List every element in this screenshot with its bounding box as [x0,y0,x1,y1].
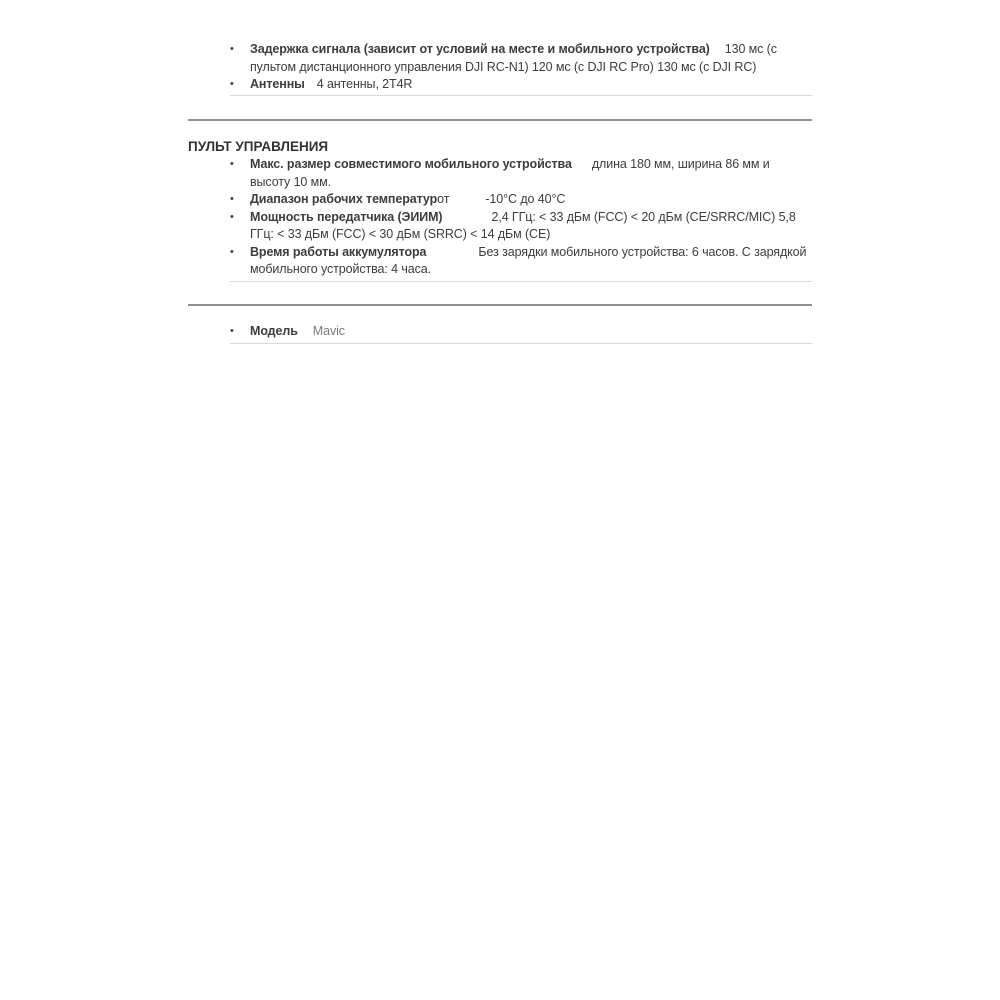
spec-row-content [250,156,812,191]
bullet-icon: • [230,325,234,337]
spec-row-model [230,323,812,341]
spec-value: Mavic [312,324,345,338]
spec-row-content [250,41,812,76]
spec-row-content [250,209,812,244]
divider-light [230,343,812,344]
model-spec-list [230,323,812,341]
spec-row-battery-life [230,244,812,279]
spec-label: Модель [250,324,298,338]
spec-label-suffix: от [437,192,450,206]
tab-spacer [572,167,592,168]
bullet-icon: • [230,158,234,170]
section-heading-remote-control: ПУЛЬТ УПРАВЛЕНИЯ [188,139,329,154]
top-spec-list [230,41,812,94]
spec-value: 130 мс (с пультом дистанционного управления DJI RC-N1) 120 мс (с DJI RC Pro) 130 мс (с DJI RC) [250,42,777,74]
spec-label: Время работы аккумулятора [250,244,427,259]
spec-row-content [250,76,812,94]
spec-value: 4 антенны, 2T4R [316,77,413,91]
tab-spacer [426,255,478,256]
spec-row-signal-delay [230,41,812,76]
spec-label: Макс. размер совместимого мобильного устройства [250,157,572,171]
divider-dark [188,304,812,306]
spec-row-antennas [230,76,812,94]
divider-light [230,281,812,282]
spec-value: 2,4 ГГц: < 33 дБм (FCC) < 20 дБм (CE/SRRC/MIC) 5,8 ГГц: < 33 дБм (FCC) < 30 дБм (SRRC) < 14 дБм (CE) [250,209,796,241]
remote-spec-list [230,156,812,279]
spec-label: Мощность передатчика (ЭИИМ) [250,209,443,224]
tab-spacer [305,87,317,88]
divider-dark [188,119,812,121]
spec-row-max-device-size [230,156,812,191]
bullet-icon: • [230,245,234,258]
spec-label: Диапазон рабочих температур [250,192,438,206]
bullet-icon: • [230,210,234,223]
spec-row-content [250,244,812,279]
tab-spacer [442,220,491,221]
spec-label: Антенны [250,77,305,91]
spec-value: длина 180 мм, ширина 86 мм и высоту 10 мм. [250,157,770,189]
bullet-icon: • [230,193,234,205]
tab-spacer [449,202,485,203]
spec-row-operating-temperature [230,191,812,209]
spec-row-content [250,323,812,341]
tab-spacer [298,334,313,335]
spec-label: Задержка сигнала (зависит от условий на месте и мобильного устройства) [250,42,710,56]
bullet-icon: • [230,78,234,90]
spec-value: -10°C до 40°C [485,192,566,206]
bullet-icon: • [230,43,234,55]
spec-row-content [250,191,812,209]
divider-light [230,95,812,96]
spec-value: Без зарядки мобильного устройства: 6 часов. С зарядкой мобильного устройства: 4 часа. [250,244,807,276]
spec-row-transmitter-power [230,209,812,244]
tab-spacer [710,52,725,53]
